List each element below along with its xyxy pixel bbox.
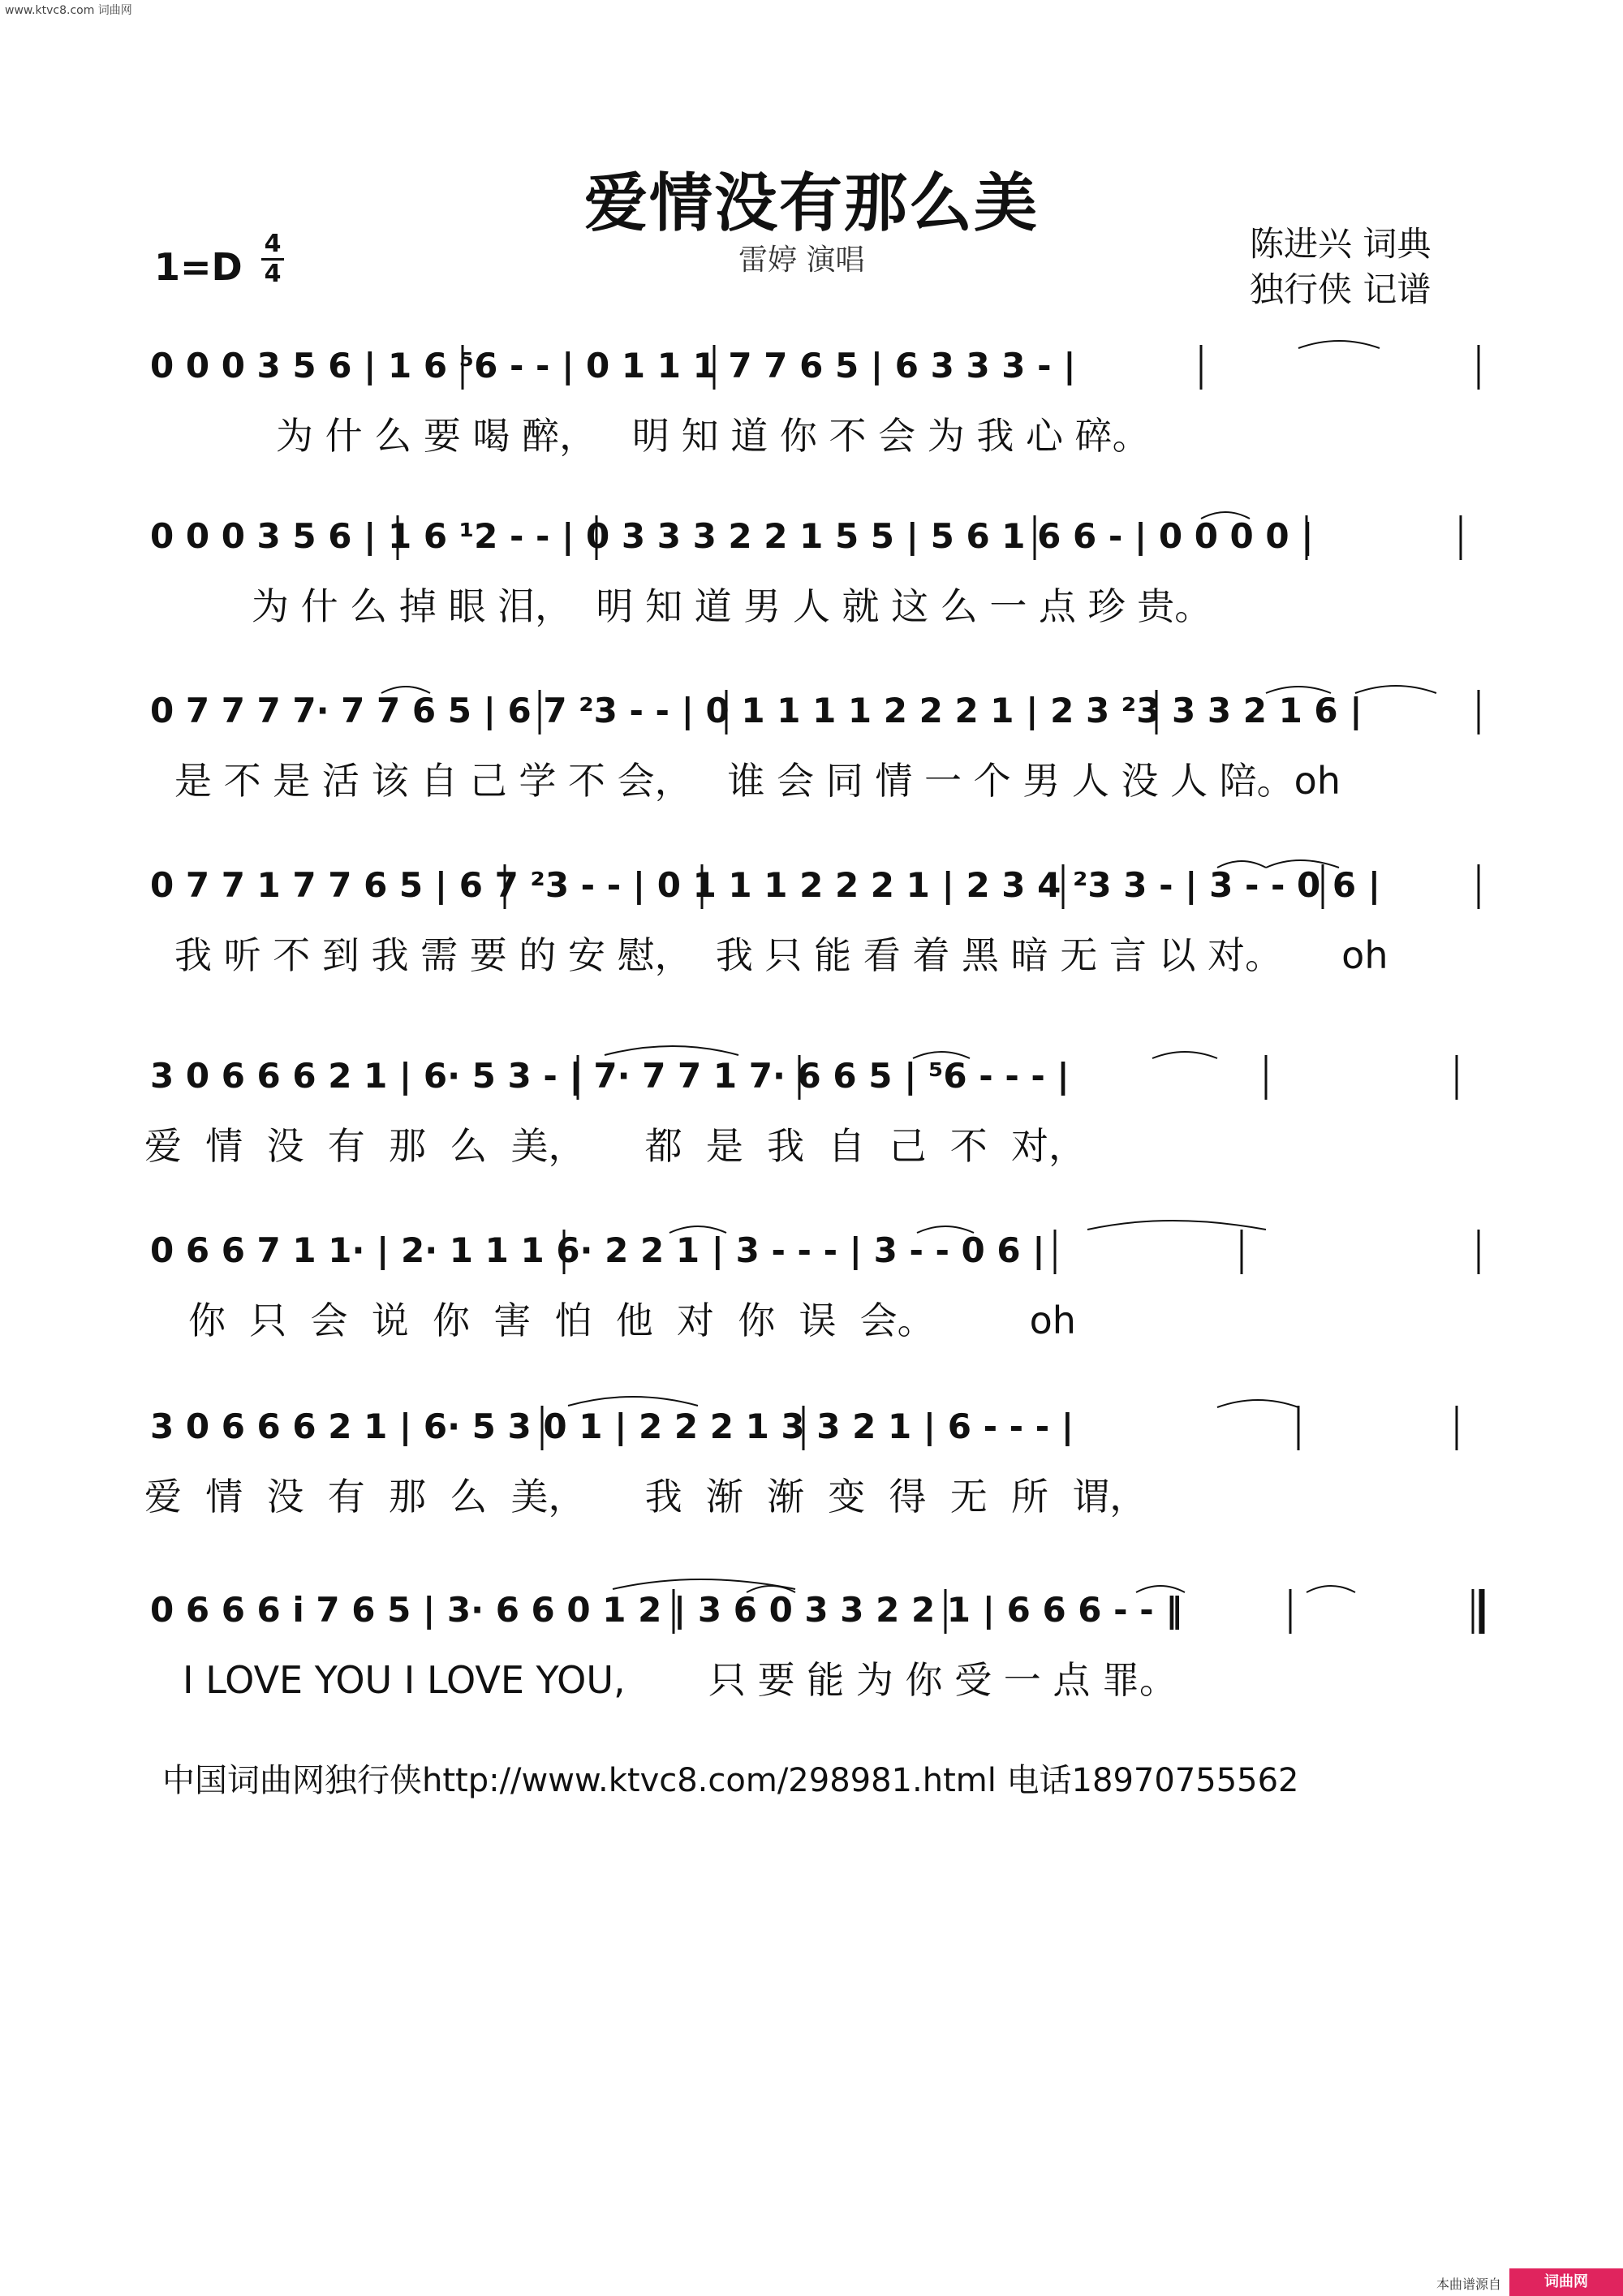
score-row-6 <box>0 1221 1623 1384</box>
song-title: 爱情没有那么美 <box>583 166 1039 240</box>
lyrics-row-5: 爱 情 没 有 那 么 美， 都 是 我 自 己 不 对， <box>144 1124 1087 1168</box>
lyrics-row-3: 是 不 是 活 该 自 己 学 不 会， 谁 会 同 情 一 个 男 人 没 人 陪。oh <box>174 759 1341 803</box>
score-row-1 <box>0 337 1623 499</box>
site-header-text: www.ktvc8.com 词曲网 <box>5 4 132 17</box>
lyrics-row-8: I LOVE YOU I LOVE YOU, 只 要 能 为 你 受 一 点 罪。 <box>183 1658 1177 1702</box>
notes-row-6: 0 6 6 7 1 1· | 2· 1 1 1 6· 2 2 1 | 3 - - - | 3 - - 0 6 | <box>150 1230 1045 1270</box>
lyrics-row-4: 我 听 不 到 我 需 要 的 安 慰， 我 只 能 看 着 黑 暗 无 言 以 对。 oh <box>174 933 1388 977</box>
score-row-4 <box>0 856 1623 1019</box>
notation-row-8 <box>0 1581 1623 1646</box>
footer-source-text: 中国词曲网独行侠http://www.ktvc8.com/298981.html 电话18970755562 <box>162 1762 1299 1799</box>
notes-row-7: 3 0 6 6 6 2 1 | 6· 5 3 0 1 | 2 2 2 1 3 3 2 1 | 6 - - - | <box>150 1406 1074 1446</box>
lyricist-credit: 陈进兴 词典 <box>1250 224 1431 264</box>
score-row-2 <box>0 507 1623 670</box>
notes-row-3: 0 7 7 7 7· 7 7 6 5 | 6 7 ²3 - - | 0 1 1 1 1 2 2 2 1 | 2 3 ²3 3 3 2 1 6 | <box>150 691 1363 730</box>
key-signature: 1=D <box>154 245 243 289</box>
notation-row-2 <box>0 507 1623 572</box>
site-badge[interactable]: 词曲网 <box>1509 2268 1623 2296</box>
transcriber-credit: 独行侠 记谱 <box>1250 269 1431 309</box>
notes-row-2: 0 0 0 3 5 6 | 1 6 ¹2 - - | 0 3 3 3 2 2 1 5 5 | 5 6 1 6 6 - | 0 0 0 0 | <box>150 516 1314 556</box>
lyrics-row-1: 为 什 么 要 喝 醉， 明 知 道 你 不 会 为 我 心 碎。 <box>276 414 1150 458</box>
notes-row-1: 0 0 0 3 5 6 | 1 6 ⁵6 - - | 0 1 1 1 7 7 6 5 | 6 3 3 3 - | <box>150 346 1076 386</box>
notation-row-5 <box>0 1047 1623 1112</box>
singer-credit: 雷婷 演唱 <box>738 243 865 277</box>
notation-row-6 <box>0 1221 1623 1286</box>
time-signature <box>261 232 284 286</box>
notation-row-4 <box>0 856 1623 921</box>
score-row-3 <box>0 682 1623 844</box>
notation-row-3 <box>0 682 1623 747</box>
time-signature-top: 4 <box>264 230 282 258</box>
notes-row-5: 3 0 6 6 6 2 1 | 6· 5 3 - | 7· 7 7 1 7· 6 6 5 | ⁵6 - - - | <box>150 1056 1070 1096</box>
time-signature-bottom: 4 <box>264 260 282 288</box>
score-row-8 <box>0 1581 1623 1743</box>
lyrics-row-7: 爱 情 没 有 那 么 美， 我 渐 渐 变 得 无 所 谓， <box>144 1475 1147 1518</box>
source-badge-caption: 本曲谱源自 <box>1436 2277 1501 2292</box>
lyrics-row-6: 你 只 会 说 你 害 怕 他 对 你 误 会。 oh <box>188 1299 1076 1342</box>
score-row-5 <box>0 1047 1623 1209</box>
lyrics-row-2: 为 什 么 掉 眼 泪， 明 知 道 男 人 就 这 么 一 点 珍 贵。 <box>252 584 1212 628</box>
notes-row-4: 0 7 7 1 7 7 6 5 | 6 7 ²3 - - | 0 1 1 1 2 2 2 1 | 2 3 4 ²3 3 - | 3 - - 0 6 | <box>150 865 1381 905</box>
score-row-7 <box>0 1398 1623 1560</box>
notation-row-1 <box>0 337 1623 402</box>
notes-row-8: 0 6 6 6 i 7 6 5 | 3· 6 6 0 1 2 | 3 6 0 3 3 2 2 1 | 6 6 6 - - ‖ <box>150 1590 1183 1630</box>
notation-row-7 <box>0 1398 1623 1462</box>
